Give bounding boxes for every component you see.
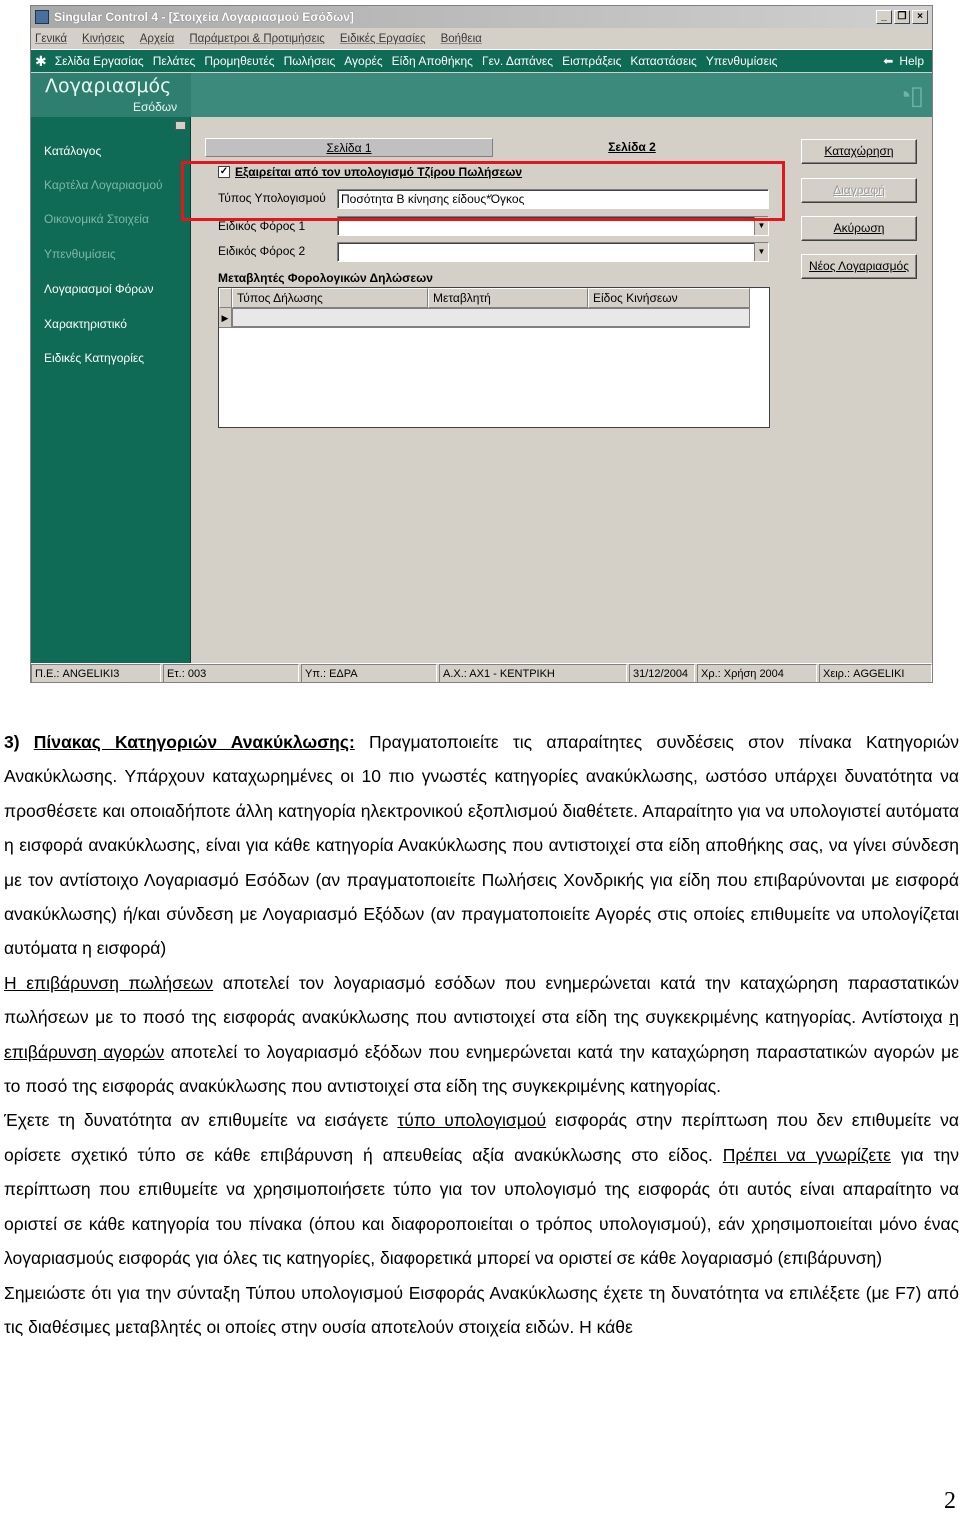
- nav-toolbar: [31, 50, 932, 72]
- toolbar-expenses[interactable]: Γεν. Δαπάνες: [481, 54, 554, 68]
- body-text: Έχετε τη δυνατότητα αν επιθυμείτε να εισάγετε: [4, 1110, 398, 1131]
- status-user: Π.Ε.: ANGELIKI3: [31, 664, 161, 683]
- exclude-checkbox-label: Εξαιρείται από τον υπολογισμό Τζίρου Πωλήσεων: [235, 165, 523, 179]
- title-bar: [31, 6, 932, 28]
- menu-general[interactable]: Γενικά: [35, 32, 68, 45]
- row-pointer-icon: ▶: [219, 308, 232, 328]
- menu-bar: [31, 28, 932, 50]
- chevron-down-icon[interactable]: ▼: [754, 243, 768, 261]
- toolbar-reminders[interactable]: Υπενθυμίσεις: [705, 54, 778, 68]
- menu-help[interactable]: Βοήθεια: [440, 32, 482, 45]
- restore-button[interactable]: ❐: [894, 10, 910, 24]
- tab-page-1[interactable]: Σελίδα 1: [205, 138, 493, 157]
- status-fiscal-year: Χρ.: Χρήση 2004: [697, 664, 817, 683]
- help-button[interactable]: [883, 54, 924, 68]
- table-row[interactable]: [219, 308, 750, 328]
- page-number: 2: [944, 1488, 956, 1514]
- paragraph-charges: [4, 966, 959, 1104]
- section-number: 3): [4, 732, 20, 752]
- save-button[interactable]: Καταχώρηση: [801, 139, 917, 164]
- body-text: αποτελεί το λογαριασμό εξόδων που ενημερώνεται κατά την καταχώρηση παραστατικών αγορών με το ποσό της εισφοράς ανακύκλωσης που αντιστοιχεί στα είδη της συγκεκριμένης κατηγορίας.: [4, 1041, 959, 1097]
- underlined-term: Πρέπει να γνωρίζετε: [722, 1144, 891, 1165]
- status-company: Ετ.: 003: [163, 664, 299, 683]
- app-window: [30, 5, 933, 683]
- body-text: αποτελεί τον λογαριασμό εσόδων που ενημερώνεται κατά την καταχώρηση παραστατικών πωλήσεων με το ποσό της εισφοράς ανακύκλωσης που αντιστοιχεί στα είδη της συγκεκριμένης κατηγορίας. Αντίστοιχα: [4, 972, 959, 1028]
- toolbar-receipts[interactable]: Εισπράξεις: [562, 54, 622, 68]
- body-text: για την περίπτωση που επιθυμείτε να χρησιμοποιήσετε τύπο για τον υπολογισμό της εισφοράς ότι αυτός είναι απαραίτητο να οριστεί σε κάθε κατηγορία του πίνακα (όπου και διαφοροποιείται ο τρόπος υπολογισμού), εάν χρησιμοποιείται μόνο ένας λογαριασμούς εισφοράς για όλες τις κατηγορίες, διαφορετικά μπορεί να οριστεί σε κάθε λογαριασμό (επιβάρυνση): [4, 1144, 959, 1269]
- menu-transactions[interactable]: Κινήσεις: [82, 32, 125, 45]
- sidebar-item-special-categories[interactable]: Ειδικές Κατηγορίες: [44, 351, 144, 365]
- toolbar-workpage[interactable]: Σελίδα Εργασίας: [54, 54, 144, 68]
- window-title: Singular Control 4 - [Στοιχεία Λογαριασμού Εσόδων]: [54, 10, 354, 24]
- status-operator: Χειρ.: AGGELIKI: [819, 664, 932, 683]
- col-variable[interactable]: Μεταβλητή: [428, 288, 588, 308]
- red-highlight-box: [181, 161, 785, 221]
- help-label: Help: [899, 54, 924, 68]
- sidebar: [31, 117, 191, 663]
- toolbar-suppliers[interactable]: Προμηθευτές: [204, 54, 275, 68]
- exclude-checkbox[interactable]: ✓: [219, 166, 229, 177]
- tax-vars-grid[interactable]: [218, 287, 770, 428]
- page-header: [31, 73, 933, 117]
- underlined-term: Η επιβάρυνση πωλήσεων: [4, 972, 214, 993]
- sidebar-item-account-card[interactable]: Καρτέλα Λογαριασμού: [44, 178, 163, 192]
- grid-corner: [219, 288, 232, 308]
- new-account-button[interactable]: Νέος Λογαριασμός: [801, 254, 917, 279]
- sidebar-item-reminders[interactable]: Υπενθυμίσεις: [44, 247, 116, 261]
- col-movement-type[interactable]: Είδος Κινήσεων: [588, 288, 750, 308]
- delete-button[interactable]: Διαγραφή: [801, 178, 917, 203]
- star-icon: ✱: [35, 52, 47, 69]
- pin-icon[interactable]: [175, 121, 186, 130]
- col-declaration-type[interactable]: Τύπος Δήλωσης: [232, 288, 428, 308]
- app-icon: [35, 10, 49, 24]
- toolbar-purchases[interactable]: Αγορές: [344, 54, 383, 68]
- sidebar-item-attribute[interactable]: Χαρακτηριστικό: [44, 317, 127, 331]
- special-tax-1-label: Ειδικός Φόρος 1: [218, 219, 306, 233]
- minimize-button[interactable]: _: [876, 10, 892, 24]
- section-title: Πίνακας Κατηγοριών Ανακύκλωσης:: [33, 732, 355, 752]
- toolbar-sales[interactable]: Πωλήσεις: [283, 54, 336, 68]
- menu-special-tasks[interactable]: Ειδικές Εργασίες: [339, 32, 426, 45]
- special-tax-2-label: Ειδικός Φόρος 2: [218, 244, 306, 258]
- section-text: Πραγματοποιείτε τις απαραίτητες συνδέσεις στον πίνακα Κατηγοριών Ανακύκλωσης. Υπάρχουν καταχωρημένες οι 10 πιο γνωστές κατηγορίες ανακύκλωσης, ωστόσο υπάρχει δυνατότητα να προσθέσετε και οποιαδήποτε άλλη κατηγορία ηλεκτρονικού εξοπλισμού διαθέτετε. Απαραίτητο για να υπολογιστεί αυτόματα η εισφορά ανακύκλωσης, είναι για κάθε κατηγορία Ανακύκλωσης που αντιστοιχεί στα είδη αποθήκης σας, να γίνει σύνδεση με τον αντίστοιχο Λογαριασμό Εσόδων (αν πραγματοποιείτε Πωλήσεις Χονδρικής για είδη που επιβαρύνονται με εισφορά ανακύκλωσης) ή/και σύνδεση με Λογαριασμό Εξόδων (αν πραγματοποιείτε Αγορές στις οποίες επιθυμείτε να υπολογίζεται αυτόματα η εισφορά): [4, 732, 959, 959]
- status-warehouse: Α.Χ.: ΑΧ1 - ΚΕΝΤΡΙΚΗ: [439, 664, 627, 683]
- sidebar-item-financials[interactable]: Οικονομικά Στοιχεία: [44, 212, 149, 226]
- calc-type-input[interactable]: Ποσότητα Β κίνησης είδους*Όγκος: [337, 189, 769, 209]
- toolbar-reports[interactable]: Καταστάσεις: [630, 54, 697, 68]
- page-title: Λογαριασμός: [45, 75, 172, 97]
- underlined-term: η επιβάρυνση αγορών: [4, 1007, 959, 1062]
- page-subtitle: Εσόδων: [133, 100, 178, 114]
- status-branch: Υπ.: ΕΔΡΑ: [301, 664, 437, 683]
- body-text: εισφοράς στην περίπτωση που δεν επιθυμείτε να ορίσετε σχετικό τύπο σε κάθε επιβάρυνση ή απευθείας αξία ανακύκλωσης στο είδος.: [4, 1110, 959, 1165]
- underlined-term: τύπο υπολογισμού: [397, 1110, 547, 1131]
- chevron-down-icon[interactable]: ▼: [754, 217, 768, 235]
- sidebar-item-tax-accounts[interactable]: Λογαριασμοί Φόρων: [44, 282, 154, 296]
- paragraph-formula: [4, 1103, 959, 1275]
- cancel-button[interactable]: Ακύρωση: [801, 216, 917, 241]
- tax-vars-title: Μεταβλητές Φορολογικών Δηλώσεων: [218, 271, 433, 285]
- menu-parameters[interactable]: Παράμετροι & Προτιμήσεις: [189, 32, 325, 45]
- paragraph-recycling-table: [4, 725, 959, 966]
- sidebar-item-catalog[interactable]: Κατάλογος: [44, 144, 102, 158]
- toolbar-customers[interactable]: Πελάτες: [152, 54, 196, 68]
- toolbar-stock-items[interactable]: Είδη Αποθήκης: [391, 54, 473, 68]
- arrow-left-icon: ⬅: [883, 54, 894, 68]
- close-button[interactable]: ×: [912, 10, 928, 24]
- status-bar: [31, 663, 933, 683]
- brand-logo-icon: ◔▯: [895, 80, 922, 110]
- paragraph-note: Σημειώστε ότι για την σύνταξη Τύπου υπολογισμού Εισφοράς Ανακύκλωσης έχετε τη δυνατότητα να επιλέξετε (με F7) από τις διαθέσιμες μεταβλητές οι οποίες στην ουσία αποτελούν στοιχεία ειδών. Η κάθε: [4, 1282, 959, 1337]
- special-tax-2-select[interactable]: [337, 242, 769, 262]
- calc-type-label: Τύπος Υπολογισμού: [218, 191, 326, 205]
- tab-page-2[interactable]: Σελίδα 2: [608, 140, 656, 154]
- menu-files[interactable]: Αρχεία: [139, 32, 175, 45]
- document-body: [4, 725, 959, 1344]
- status-date: 31/12/2004: [629, 664, 695, 683]
